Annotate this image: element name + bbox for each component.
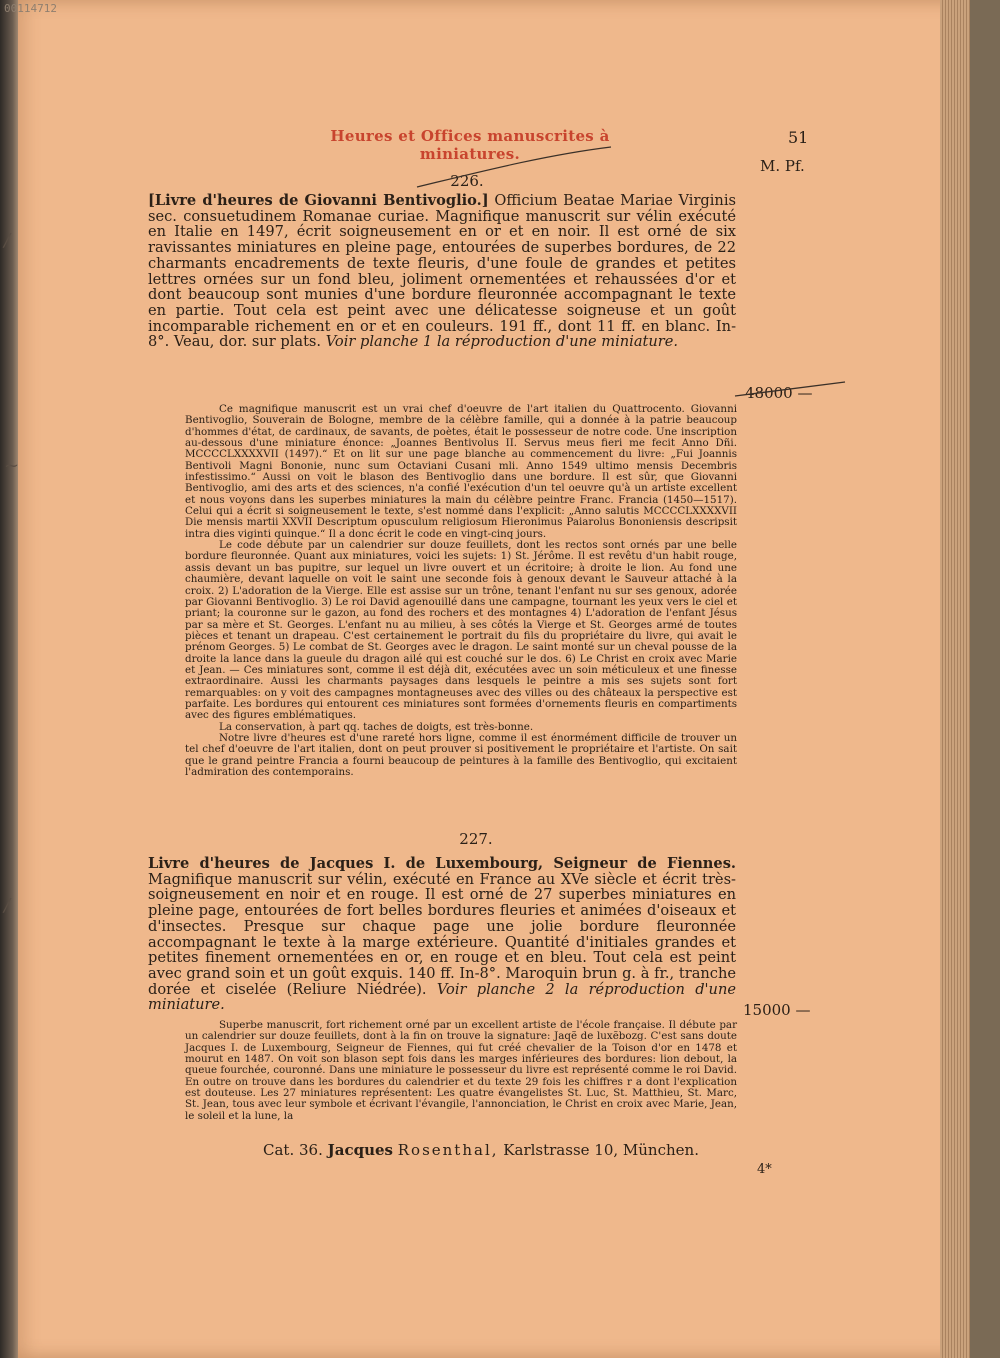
lot-226-note-2: Le code débute par un calendrier sur douze feuillets, dont les rectos sont ornés par une belle bordure fleuronnée. Quant aux miniatures, voici les sujets: 1) St. Jérôme. Il est revêtu d'un habit rouge, assis devant un bas pupitre, sur lequel un livre ouvert et un écritoire; à droite le lion. Au fond une chaumière, devant laquelle on voit le saint une seconde fois à genoux devant le Sauveur attaché à la croix. 2) L'adoration de la Vierge. Elle est assise sur un trône, tenant l'enfant nu sur ses genoux, adorée par Giovanni Bentivoglio. 3) Le roi David agenouillé dans une campagne, tournant les yeux vers le ciel et priant; la couronne sur le gazon, au fond des rochers et des montagnes 4) L'adoration de l'enfant Jésus par sa mère et St. Georges. L'enfant nu au milieu, à ses côtés la Vierge et St. Georges armé de toutes pièces et tenant un drapeau. C'est certainement le portrait du fils du propriétaire du livre, qui avait le prénom Georges. 5) Le combat de St. Georges avec le dragon. Le saint monté sur un cheval pousse de la droite la lance dans la gueule du dragon ailé qui est couché sur le dos. 6) Le Christ en croix avec Marie et Jean. — Ces miniatures sont, comme il est déjà dit, exécutées avec un soin méticuleux et une finesse extraordinaire. Aussi les charmants paysages dans lesquels le peintre a mis ses sujets sont fort remarquables: on y voit des campagnes montagneuses avec des villes ou des châteaux la perspective est parfaite. Les bordures qui entourent ces miniatures sont formées d'ornements fleuris en compartiments avec des figures emblématiques. xyxy=(185,539,737,722)
lot-226-note-4: Notre livre d'heures est d'une rareté hors ligne, comme il est énormément difficile de trouver un tel chef d'oeuvre de l'art italien, dont on peut prouver si positivement le propriétaire et l'artiste. On sait que le grand peintre Francia a fourni beaucoup de peintures à la famille des Bentivoglio, qui excitaient l'admiration des contemporains. xyxy=(185,731,737,778)
margin-pencil-mark: ~ xyxy=(4,455,20,476)
lot-227-body: Magnifique manuscrit sur vélin, exécuté en France au XVe siècle et écrit très-soigneusement en noir et en rouge. Il est orné de 27 superbes miniatures en pleine page, entourées de fort belles bordures fleuries et animées d'oiseaux et d'insectes. Presque sur chaque page une jolie bordure fleuronnée accompagnant le texte à la marge extérieure. Quantité d'initiales grandes et petites finement ornementées en or, en rouge et en bleu. Tout cela est peint avec grand soin et un goût exquis. 140 ff. In-8°. Maroquin brun g. à fr., tranche dorée et ciselée (Reliure Niédrée). xyxy=(148,870,736,998)
margin-pencil-mark: / xyxy=(4,895,11,916)
page-number: 51 xyxy=(788,128,809,147)
footer-cat: Cat. 36. xyxy=(263,1141,323,1159)
pencil-stroke xyxy=(415,143,615,193)
margin-pencil-mark: / xyxy=(4,230,11,251)
book-binding xyxy=(0,0,18,1358)
currency-label: M. Pf. xyxy=(760,157,805,175)
library-stamp: 00114712 xyxy=(4,2,57,15)
footer-publisher: Jacques xyxy=(327,1141,393,1159)
lot-227-note-1: Superbe manuscrit, fort richement orné par un excellent artiste de l'école française. Il débute par un calendrier sur douze feuillets, dont à la fin on trouve la signature: Jaqẽ de luxẽbozg. C'est sans doute Jacques I. de Luxembourg, Seigneur de Fiennes, qui fut créé chevalier de la Toison d'or en 1478 et mourut en 1487. On voit son blason sept fois dans les marges inférieures des bordures: lion debout, la queue fourchée, couronné. Dans une miniature le possesseur du livre est représenté comme le roi David. En outre on trouve dans les bordures du calendrier et du texte 29 fois les chiffres r a dont l'explication est douteuse. Les 27 miniatures représentent: Les quatre évangelistes St. Luc, St. Matthieu, St. Marc, St. Jean, tous avec leur symbole et écrivant l'évangile, l'annonciation, le Christ en croix avec Marie, Jean, le soleil et la lune, la xyxy=(185,1019,737,1122)
lot-226-plate-ref: Voir planche 1 la réproduction d'une miniature. xyxy=(325,333,679,351)
lot-226-note-3: La conservation, à part qq. taches de doigts, est très-bonne. xyxy=(219,720,534,733)
lot-226-body: Officium Beatae Mariae Virginis sec. consuetudinem Romanae curiae. Magnifique manuscrit sur vélin exécuté en Italie en 1497, écrit soigneusement en or et en noir. Il est orné de six ravissantes miniatures en pleine page, entourées de superbes bordures, de 22 charmants encadrements de texte fleuris, d'une foule de grandes et petites lettres ornées sur un fond bleu, joliment ornementées et rehaussées d'or et dont beaucoup sont munies d'une bordure fleuronnée accompagnant le texte en partie. Tout cela est peint avec une délicatesse soigneuse et un goût incomparable richement en or et en couleurs. 191 ff., dont 11 ff. en blanc. In-8°. Veau, dor. sur plats. xyxy=(148,192,736,351)
lot-227-price: 15000 — xyxy=(743,1001,811,1019)
lot-number-226: 226. xyxy=(450,172,484,190)
lot-227-plate-ref: Voir planche 2 la réproduction d'une miniature. xyxy=(148,980,736,1014)
running-header: Heures et Offices manuscrites à miniatures. xyxy=(330,127,610,163)
footer-publisher-2: Rosenthal, xyxy=(397,1141,499,1159)
signature-mark: 4* xyxy=(757,1162,772,1177)
footer-imprint xyxy=(263,1141,723,1159)
lot-226-entry xyxy=(148,193,736,350)
price-strike xyxy=(733,378,848,400)
lot-number-227: 227. xyxy=(459,830,493,848)
lot-226-note-1: Ce magnifique manuscrit est un vrai chef d'oeuvre de l'art italien du Quattrocento. Giovanni Bentivoglio, Souverain de Bologne, membre de la célèbre famille, qui a donnée à la patrie beaucoup d'hommes d'état, de cardinaux, de savants, de poètes, était le possesseur de notre code. Une inscription au-dessous d'une miniature énonce: „Joannes Bentivolus II. Servus meus fieri me fecit Anno Dñi. MCCCCLXXXXVII (1497).“ Et on lit sur une page blanche au commencement du livre: „Fui Joannis Bentivoli Magni Bononie, nunc sum Octaviani Cusani mli. Anno 1549 ultimo mensis Decembris infestissimo.“ Aussi on voit le blason des Bentivoglio dans une bordure. Il est sûr, que Giovanni Bentivoglio, ami des arts et des sciences, n'a confié l'exécution d'un tel oeuvre qu'à un artiste excellent et nous voyons dans les superbes miniatures la main du célèbre peintre Franc. Francia (1450—1517). Celui qui a écrit si soigneusement le texte, s'est nommé dans l'explicit: „Anno salutis MCCCCLXXXXVII Die mensis martii XXVII Descriptum opusculum religiosum Hieronimus Paiarolus Bononiensis descripsit intra dies viginti quinque.“ Il a donc écrit le code en vingt-cinq jours. xyxy=(185,403,737,540)
footer-address: Karlstrasse 10, München. xyxy=(503,1141,699,1159)
lot-227-notes xyxy=(185,1020,737,1122)
lot-226-title: [Livre d'heures de Giovanni Bentivoglio.] xyxy=(148,192,489,209)
page-edge xyxy=(940,0,970,1358)
lot-226-notes xyxy=(185,404,737,778)
lot-226-price: 48000 — xyxy=(745,384,813,402)
lot-227-entry xyxy=(148,856,736,1013)
lot-227-title: Livre d'heures de Jacques I. de Luxembourg, Seigneur de Fiennes. xyxy=(148,855,736,872)
